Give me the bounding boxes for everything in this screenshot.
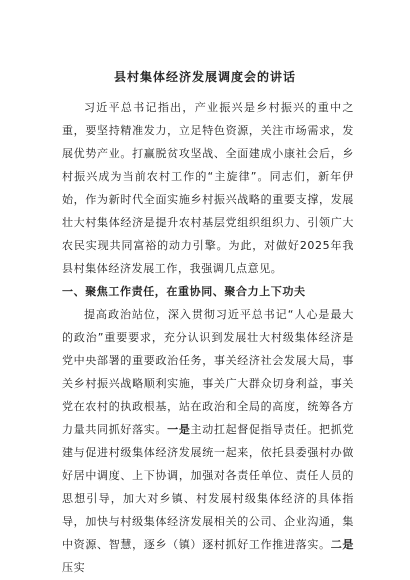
- point-two-marker: 二是: [330, 538, 354, 551]
- document-body: [62, 96, 354, 579]
- section-heading: 一、聚焦工作责任，在重协同、聚合力上下功夫: [62, 285, 306, 298]
- point-one-marker: 一是: [167, 423, 191, 436]
- section-text: 提高政治站位，深入贯彻习近平总书记“人心是最大的政治”重要要求，充分认识到发展壮大村级集体经济是党中央部署的重要政治任务，事关经济社会发展大局，事关乡村振兴战略顺利实施，事关广大群众切身利益，事关党在农村的执政根基，站在政治和全局的高度，统筹各方力量共同抓好落实。: [62, 308, 354, 436]
- point-two-text: 压实: [62, 561, 86, 574]
- document-title: 县村集体经济发展调度会的讲话: [113, 70, 296, 84]
- section-paragraph: [62, 303, 354, 579]
- intro-paragraph: 习近平总书记指出，产业振兴是乡村振兴的重中之重，要坚持精准发力，立足特色资源，关注市场需求，发展优势产业。打赢脱贫攻坚战、全面建成小康社会后，乡村振兴成为当前农村工作的“主旋律”。同志们，新年伊始，作为新时代全面实施乡村振兴战略的重要支撑，发展壮大村集体经济是提升农村基层党组织组织力、引领广大农民实现共同富裕的动力引擎。为此，对做好2025年我县村集体经济发展工作，我强调几点意见。: [62, 101, 354, 275]
- point-one-text: 主动扛起督促指导责任。把抓党建与促进村级集体经济发展统一起来，依托县委强村办做好居中调度、上下协调，加强对各责任单位、责任人员的思想引导，加大对乡镇、村发展村级集体经济的具体指导，加快与村级集体经济发展相关的公司、企业沟通，集中资源、智慧，逐乡（镇）逐村抓好工作推进落实。: [62, 423, 355, 551]
